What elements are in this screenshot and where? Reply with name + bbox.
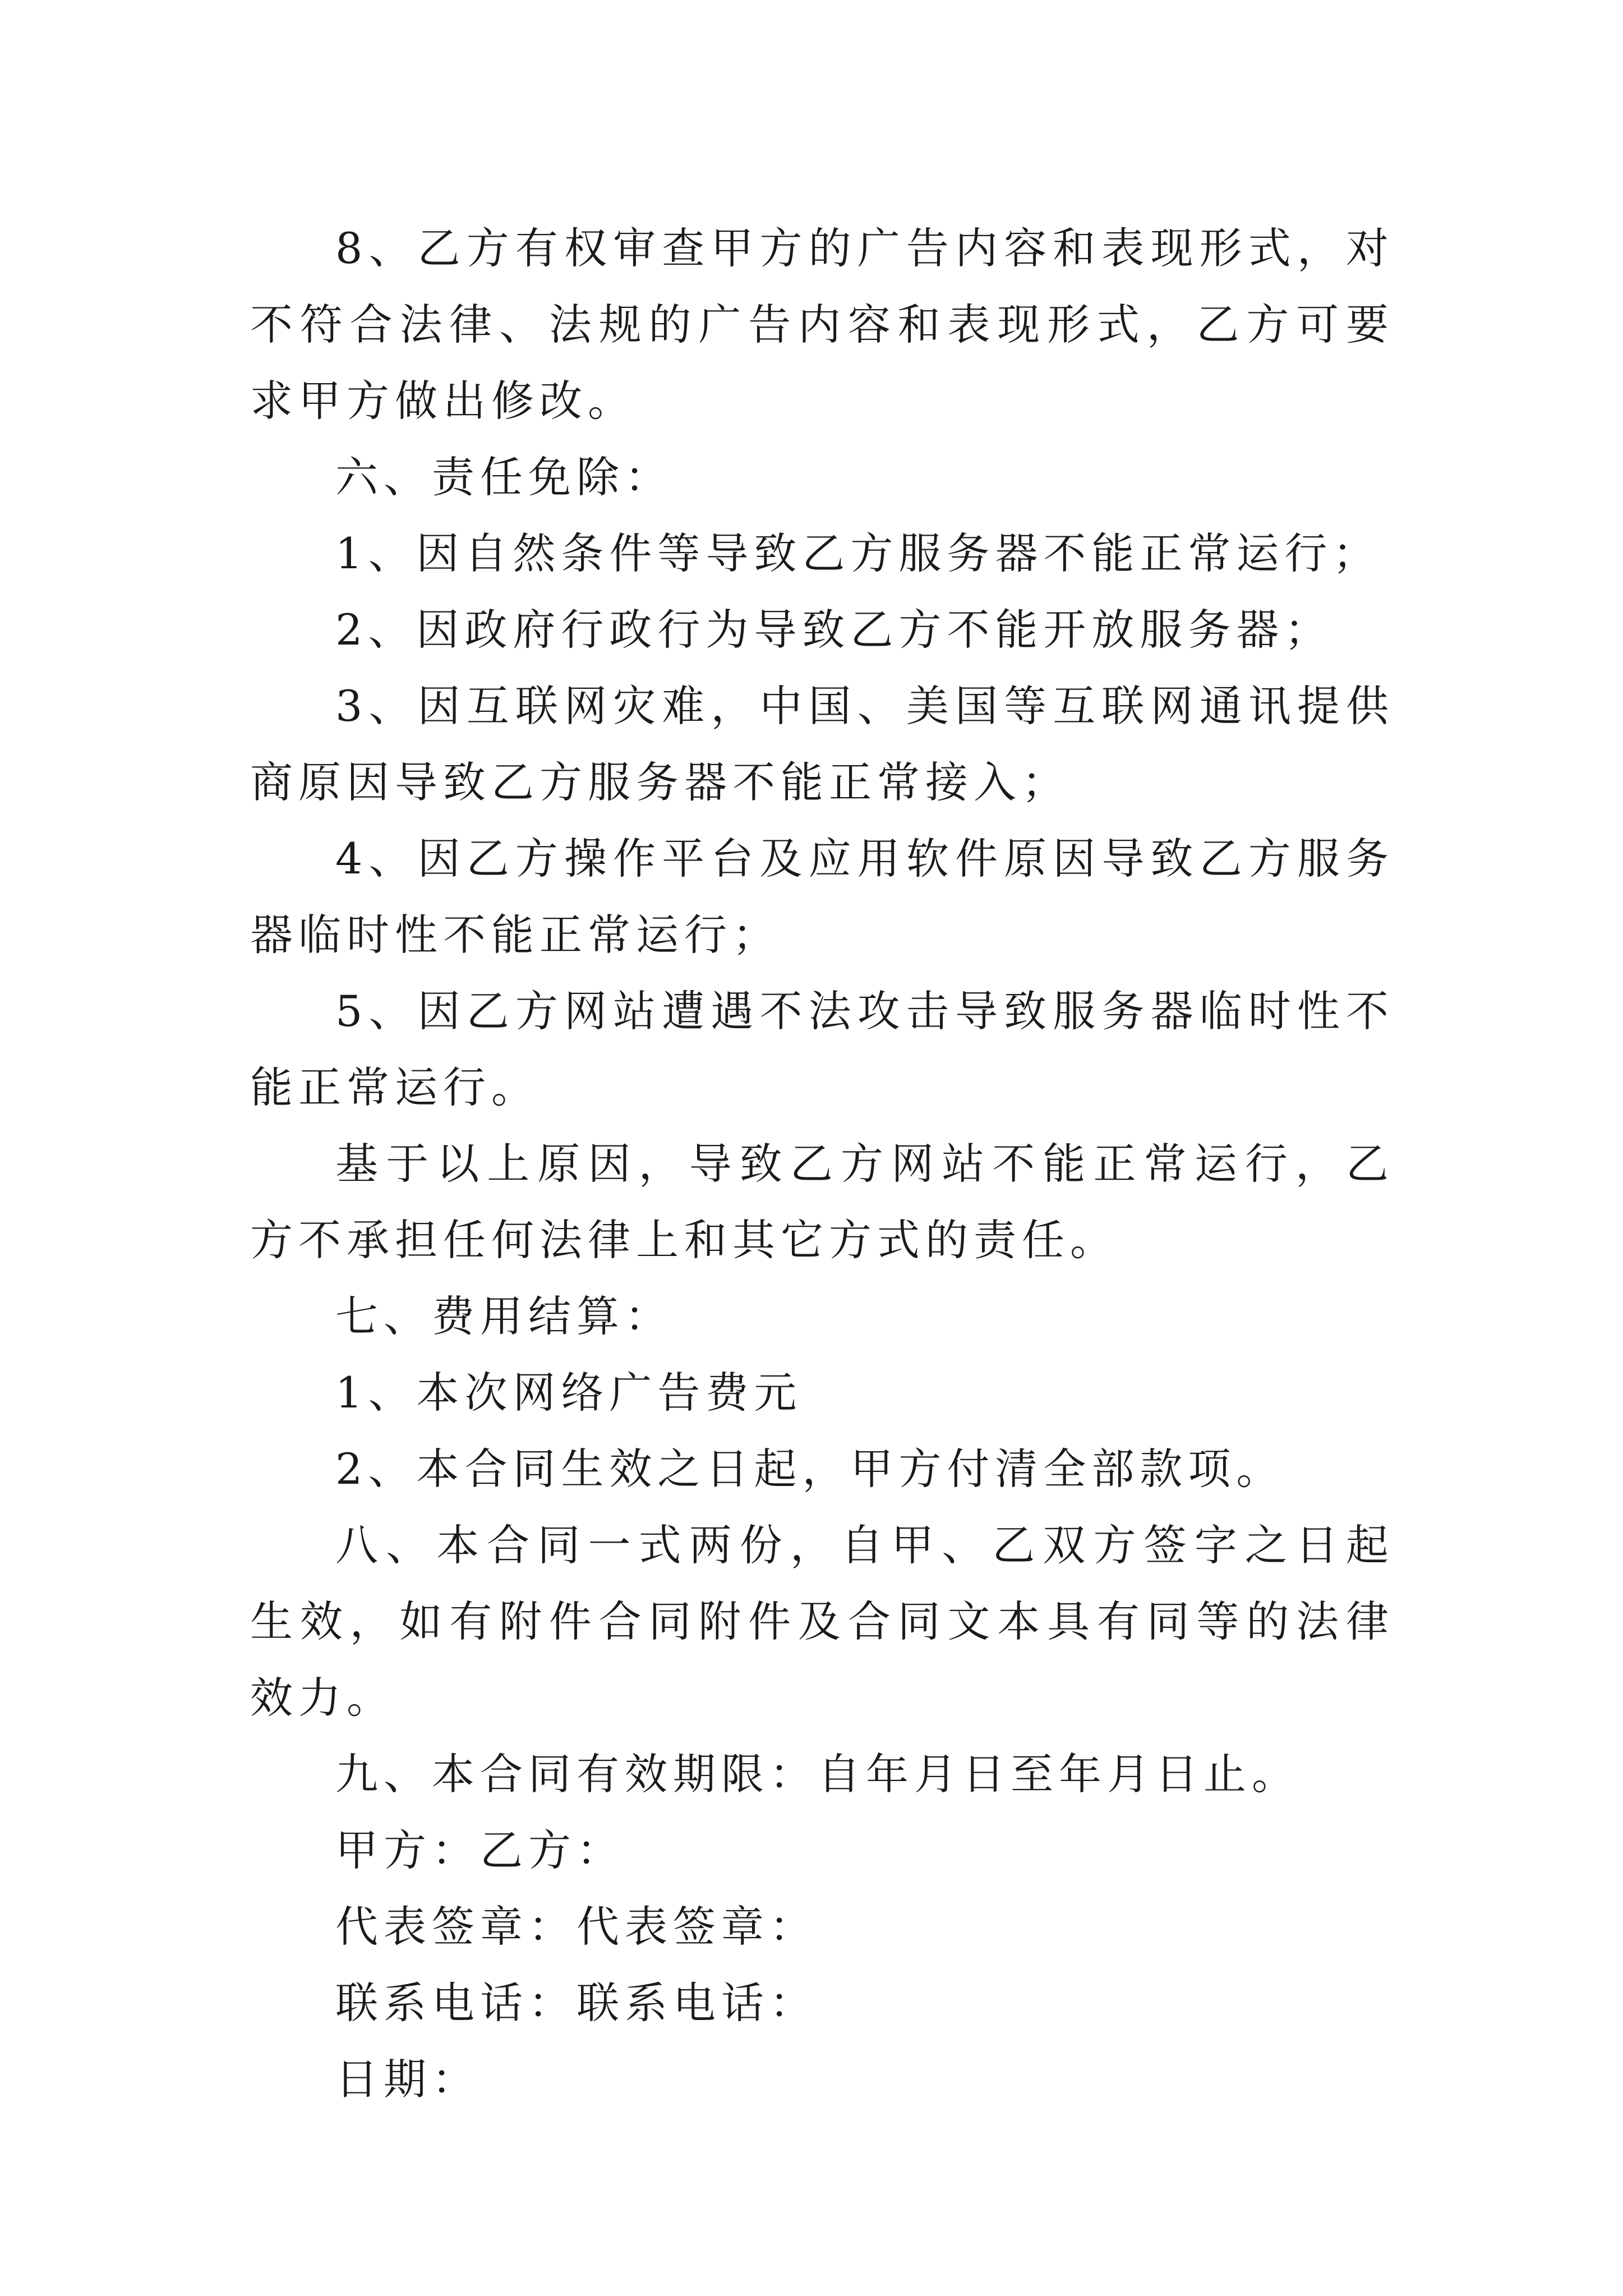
signature-phones: 联系电话：联系电话： [335, 1978, 818, 2028]
exemption-item-4: 4、因乙方操作平台及应用软件原因导致乙方服务器临时性不能正常运行； [250, 834, 1394, 960]
exemption-item-1: 1、因自然条件等导致乙方服务器不能正常运行； [335, 528, 1381, 578]
section-heading-fee-settlement: 七、费用结算： [335, 1291, 673, 1341]
clause-review-rights: 8、乙方有权审查甲方的广告内容和表现形式，对不符合法律、法规的广告内容和表现形式，乙方可要求甲方做出修改。 [250, 223, 1394, 426]
clause-copies-effect: 八、本合同一式两份，自甲、乙双方签字之日起生效，如有附件合同附件及合同文本具有同等的法律效力。 [250, 1520, 1394, 1723]
fee-item-2: 2、本合同生效之日起，甲方付清全部款项。 [335, 1444, 1285, 1494]
signature-parties: 甲方：乙方： [335, 1825, 625, 1875]
contract-body [250, 210, 1394, 2118]
clause-validity-period: 九、本合同有效期限：自年月日至年月日止。 [335, 1749, 1300, 1799]
exemption-summary: 基于以上原因，导致乙方网站不能正常运行，乙方不承担任何法律上和其它方式的责任。 [250, 1139, 1394, 1265]
signature-representatives: 代表签章：代表签章： [335, 1902, 818, 1952]
fee-item-1: 1、本次网络广告费元 [335, 1368, 803, 1418]
exemption-item-2: 2、因政府行政行为导致乙方不能开放服务器； [335, 605, 1333, 655]
exemption-item-5: 5、因乙方网站遭遇不法攻击导致服务器临时性不能正常运行。 [250, 986, 1394, 1112]
section-heading-liability-exemption: 六、责任免除： [335, 452, 673, 502]
exemption-item-3: 3、因互联网灾难，中国、美国等互联网通讯提供商原因导致乙方服务器不能正常接入； [250, 681, 1394, 807]
signature-date: 日期： [335, 2054, 480, 2104]
